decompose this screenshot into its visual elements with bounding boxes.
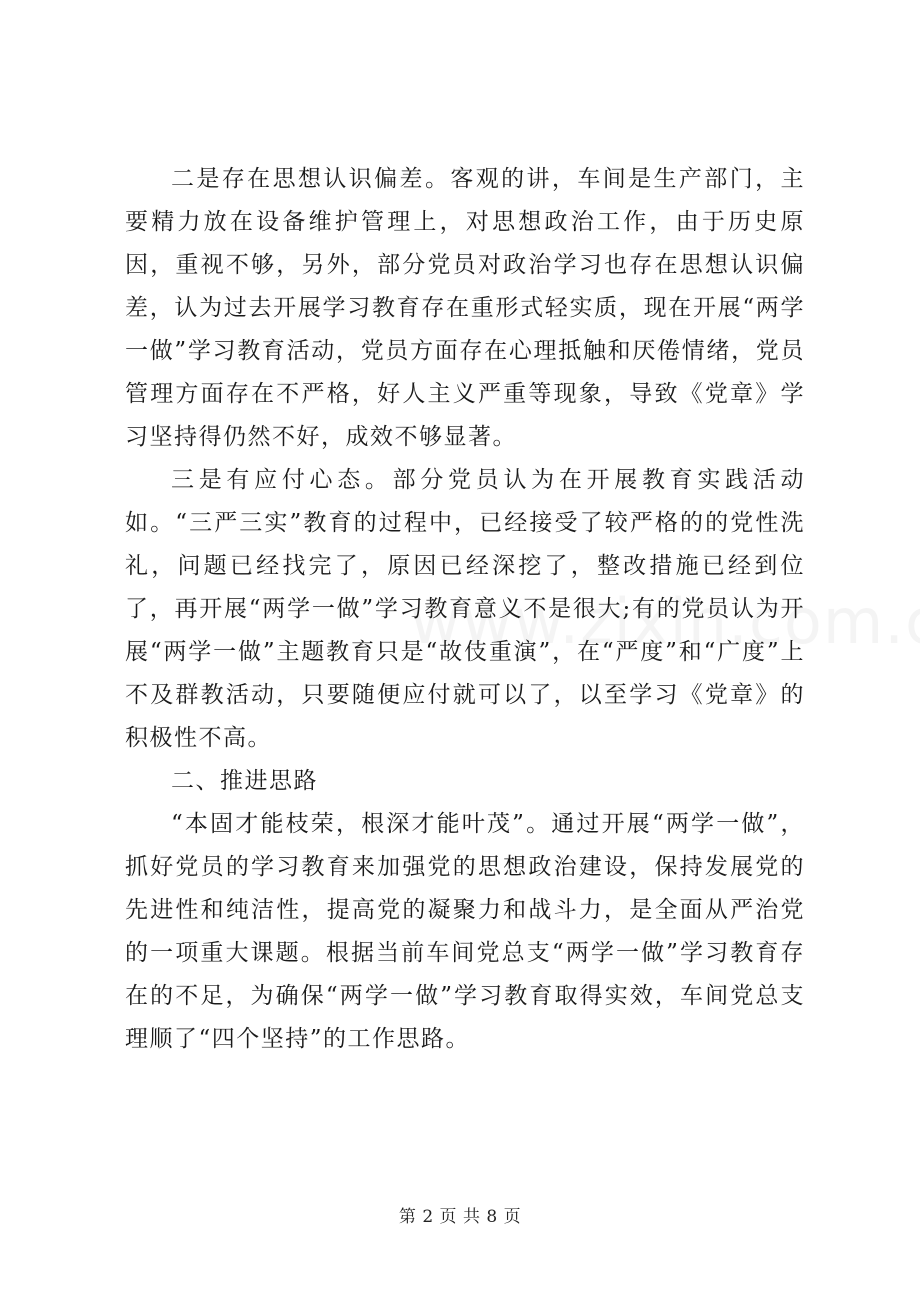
- paragraph-thought-bias: 二是存在思想认识偏差。客观的讲，车间是生产部门，主要精力放在设备维护管理上，对思想政治工作，由于历史原因，重视不够，另外，部分党员对政治学习也存在思想认识偏差，认为过去开展学习教育存在重形式轻实质，现在开展“两学一做”学习教育活动，党员方面存在心理抵触和厌倦情绪，党员管理方面存在不严格，好人主义严重等现象，导致《党章》学习坚持得仍然不好，成效不够显著。: [125, 166, 805, 450]
- paragraph-approach-detail: “本固才能枝荣，根深才能叶茂”。通过开展“两学一做”，抓好党员的学习教育来加强党的思想政治建设，保持发展党的先进性和纯洁性，提高党的凝聚力和战斗力，是全面从严治党的一项重大课题。根据当前车间党总支“两学一做”学习教育存在的不足，为确保“两学一做”学习教育取得实效，车间党总支理顺了“四个坚持”的工作思路。: [125, 811, 805, 1052]
- document-body: [125, 158, 805, 1061]
- paragraph-perfunctory-attitude: 三是有应付心态。部分党员认为在开展教育实践活动如。“三严三实”教育的过程中，已经接受了较严格的的党性洗礼，问题已经找完了，原因已经深挖了，整改措施已经到位了，再开展“两学一做”学习教育意义不是很大;有的党员认为开展“两学一做”主题教育只是“故伎重演”，在“严度”和“广度”上不及群教活动，只要随便应付就可以了，以至学习《党章》的积极性不高。: [125, 467, 805, 751]
- section-heading-approach: 二、推进思路: [171, 768, 318, 794]
- page-number-footer: 第 2 页 共 8 页: [398, 1207, 522, 1227]
